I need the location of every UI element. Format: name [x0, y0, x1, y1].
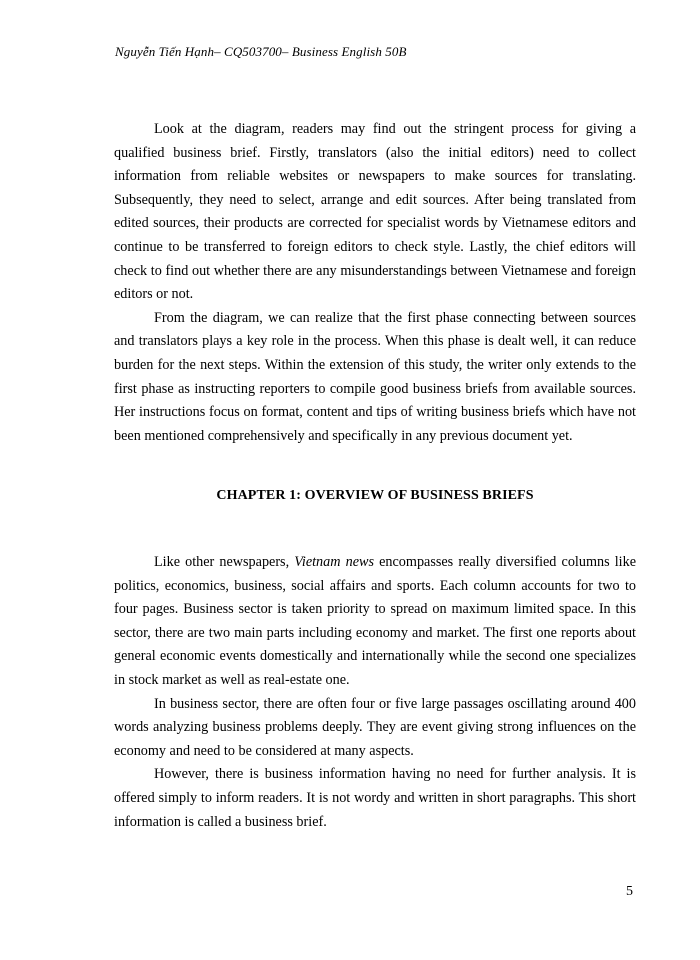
chapter-body	[114, 551, 636, 834]
paragraph-large-passages: In business sector, there are often four or five large passages oscillating around 400 words analyzing business problems deeply. They are event giving strong influences on the economy and need to be considered at many aspects.	[114, 695, 636, 759]
paragraph-diagram-process: Look at the diagram, readers may find out the stringent process for giving a qualified business brief. Firstly, translators (also the initial editors) need to collect information from reliable websites or newspapers to make sources for translating. Subsequently, they need to select, arrange and edit sources. After being translated from edited sources, their products are corrected for specialist words by Vietnamese editors and continue to be transferred to foreign editors to check style. Lastly, the chief editors will check to find out whether there are any misunderstandings between Vietnamese and foreign editors or not.	[114, 121, 636, 303]
chapter-heading: CHAPTER 1: OVERVIEW OF BUSINESS BRIEFS	[216, 488, 534, 503]
paragraph-newspaper-columns	[114, 551, 636, 693]
paragraph-first-phase: From the diagram, we can realize that the first phase connecting between sources and translators plays a key role in the process. When this phase is dealt well, it can reduce burden for the next steps. Within the extension of this study, the writer only extends to the first phase as instructing reporters to compile good business briefs from available sources. Her instructions focus on format, content and tips of writing business briefs which have not been mentioned comprehensively and specifically in any previous document yet.	[114, 309, 636, 444]
paragraph-text-start: Like other newspapers,	[154, 554, 295, 570]
intro-section	[114, 118, 636, 448]
paragraph-text-end: encompasses really diversified columns like politics, economics, business, social affairs and sports. Each column accounts for two to four pages. Business sector is taken priority to spread on maximum limited space. In this sector, there are two main parts including economy and market. The first one reports about general economic events domestically and internationally while the second one specializes in stock market as well as real-estate one.	[114, 554, 637, 688]
page-number: 5	[626, 884, 633, 899]
paragraph-business-brief-definition: However, there is business information having no need for further analysis. It is offered simply to inform readers. It is not wordy and written in short paragraphs. This short information is called a business brief.	[114, 766, 636, 830]
running-header: Nguyễn Tiến Hạnh– CQ503700– Business English 50B	[115, 44, 407, 59]
newspaper-name: Vietnam news	[294, 554, 374, 570]
